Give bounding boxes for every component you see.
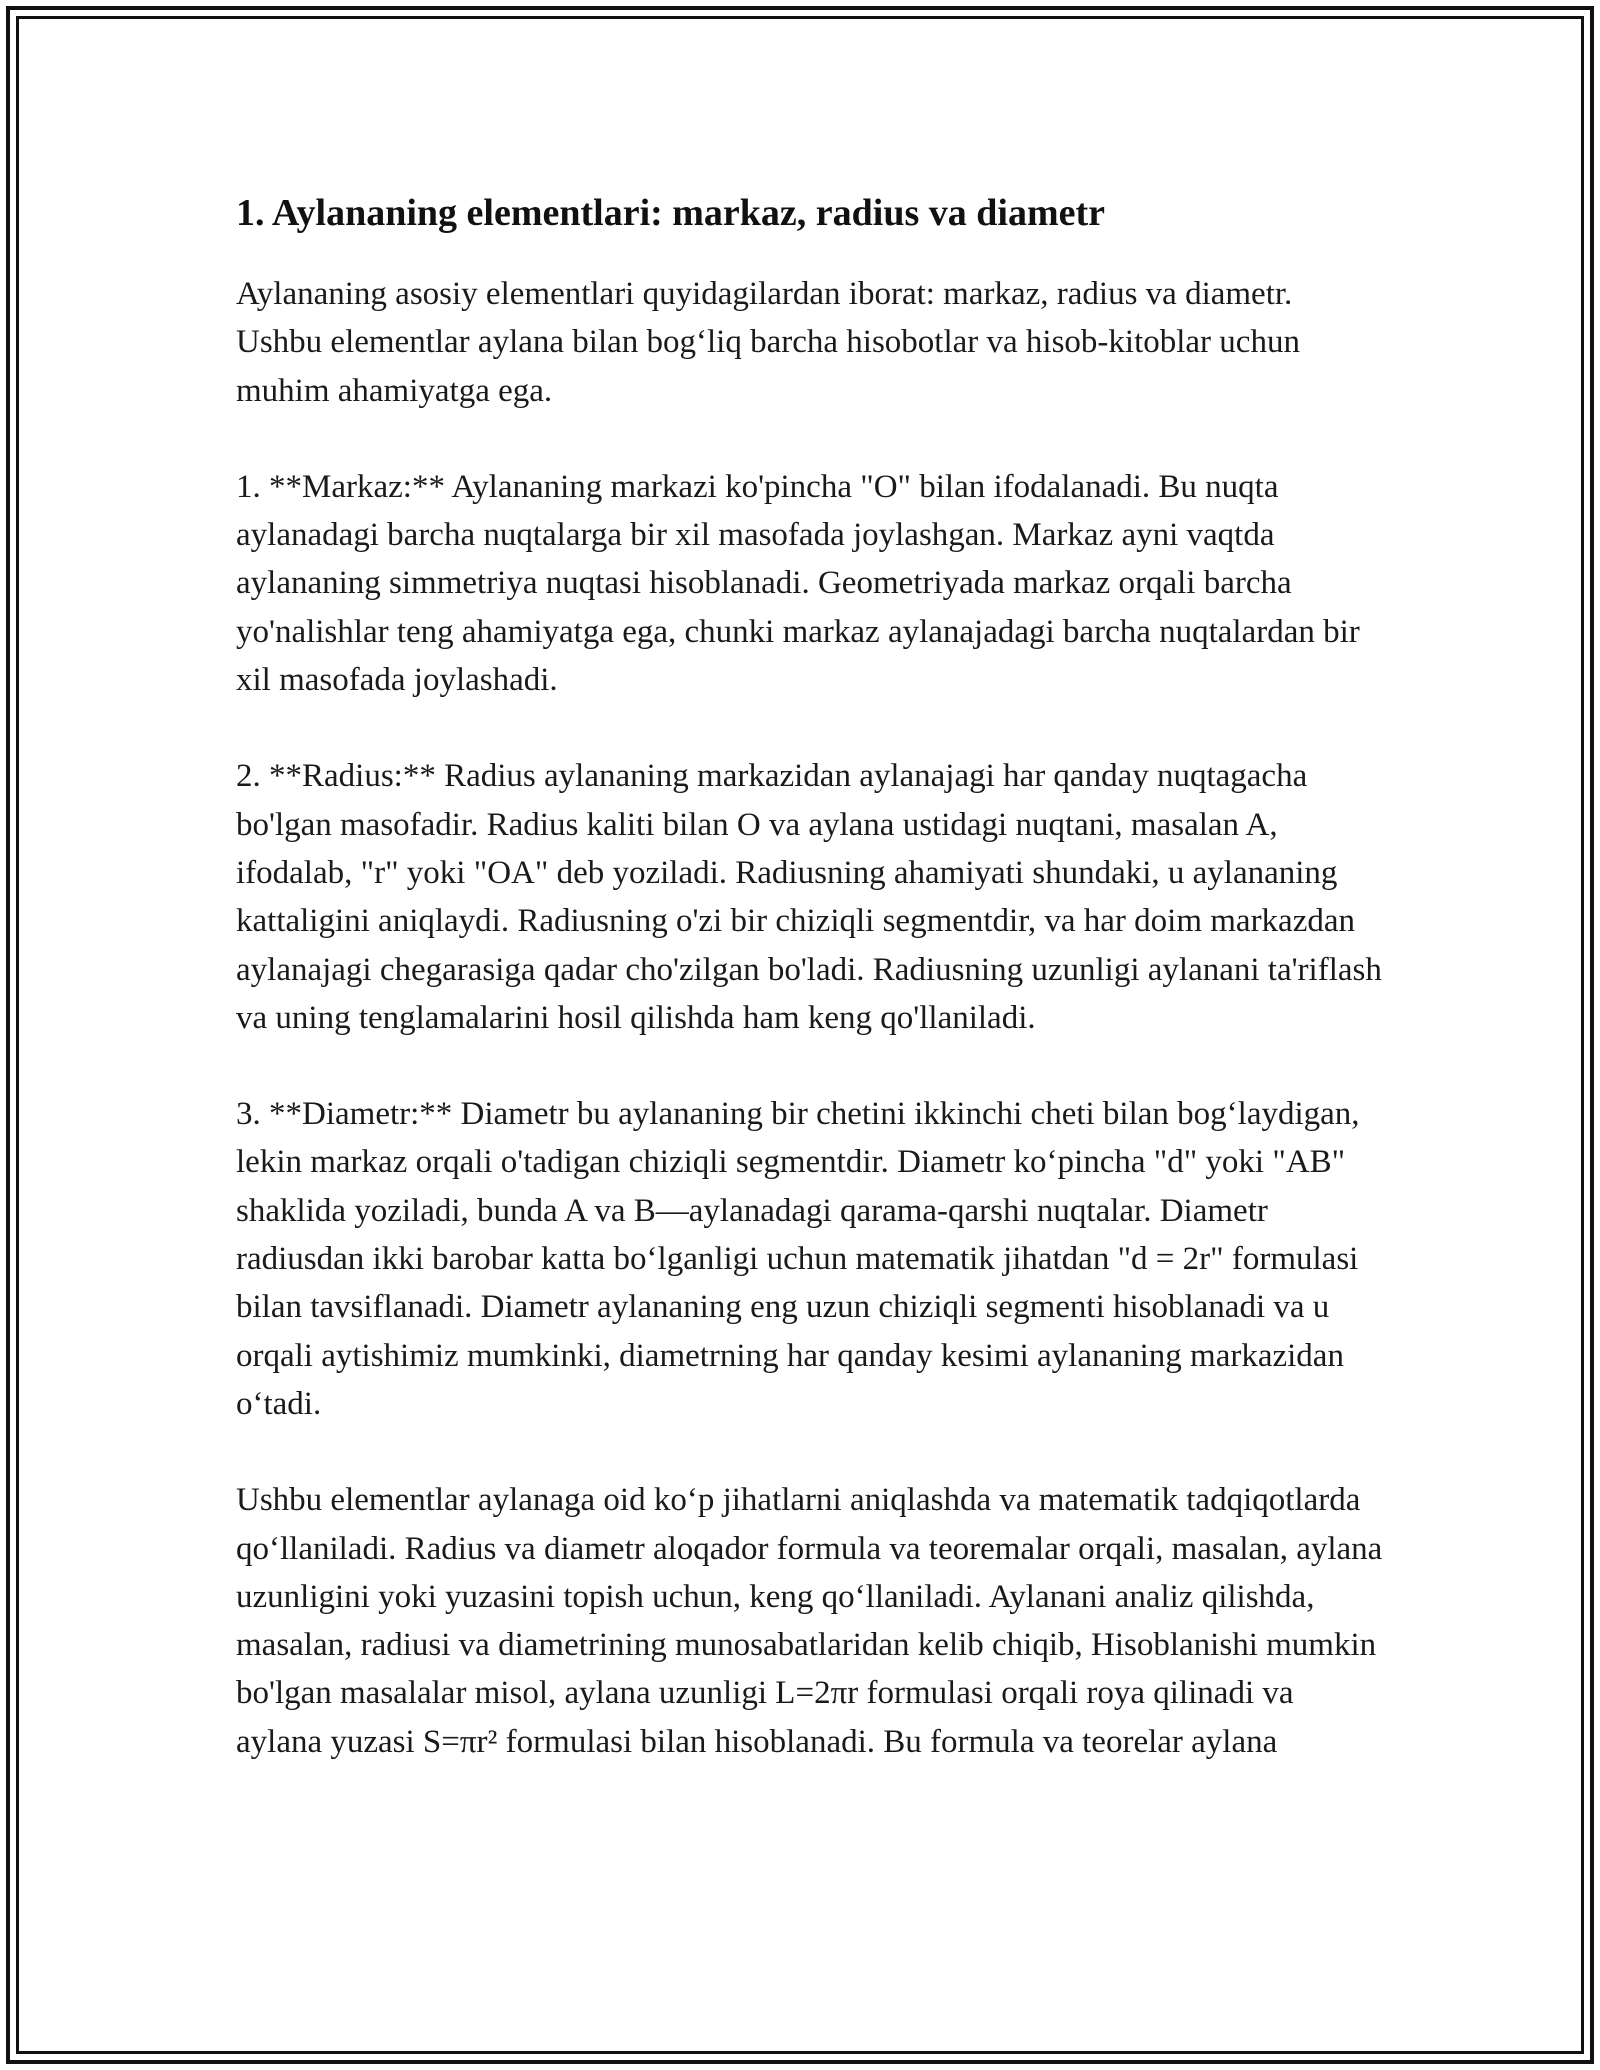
section-heading: 1. Aylananing elementlari: markaz, radius va diametr [236, 192, 1106, 234]
markaz-paragraph: 1. **Markaz:** Aylananing markazi ko'pincha "O" bilan ifodalanadi. Bu nuqta aylanadagi barcha nuqtalarga bir xil masofada joylashgan. Markaz ayni vaqtda aylananing simmetriya nuqtasi hisoblanadi. Geometriyada markaz orqali barcha yo'nalishlar teng ahamiyatga ega, chunki markaz aylanajadagi barcha nuqtalardan bir xil masofada joylashadi. [236, 468, 1360, 699]
document-page [236, 188, 1386, 1766]
conclusion-paragraph: Ushbu elementlar aylanaga oid ko‘p jihatlarni aniqlashda va matematik tadqiqotlarda qo‘llaniladi. Radius va diametr aloqador formula va teoremalar orqali, masalan, aylana uzunligini yoki yuzasini topish uchun, keng qo‘llaniladi. Aylanani analiz qilishda, masalan, radiusi va diametrining munosabatlaridan kelib chiqib, Hisoblanishi mumkin bo'lgan masalalar misol, aylana uzunligi L=2πr formulasi orqali roya qilinadi va aylana yuzasi S=πr² formulasi bilan hisoblanadi. Bu formula va teorelar aylana [236, 1482, 1383, 1760]
intro-paragraph: Aylananing asosiy elementlari quyidagilardan iborat: markaz, radius va diametr. Ushbu elementlar aylana bilan bog‘liq barcha hisobotlar va hisob-kitoblar uchun muhim ahamiyatga ega. [236, 276, 1300, 409]
radius-paragraph: 2. **Radius:** Radius aylananing markazidan aylanajagi har qanday nuqtagacha bo'lgan masofadir. Radius kaliti bilan O va aylana ustidagi nuqtani, masalan A, ifodalab, "r" yoki "OA" deb yoziladi. Radiusning ahamiyati shundaki, u aylananing kattaligini aniqlaydi. Radiusning o'zi bir chiziqli segmentdir, va har doim markazdan aylanajagi chegarasiga qadar cho'zilgan bo'ladi. Radiusning uzunligi aylanani ta'riflash va uning tenglamalarini hosil qilishda ham keng qo'llaniladi. [236, 758, 1382, 1036]
diametr-paragraph: 3. **Diametr:** Diametr bu aylananing bir chetini ikkinchi cheti bilan bog‘laydigan, lekin markaz orqali o'tadigan chiziqli segmentdir. Diametr ko‘pincha "d" yoki "AB" shaklida yoziladi, bunda A va B—aylanadagi qarama-qarshi nuqtalar. Diametr radiusdan ikki barobar katta bo‘lganligi uchun matematik jihatdan "d = 2r" formulasi bilan tavsiflanadi. Diametr aylananing eng uzun chiziqli segmenti hisoblanadi va u orqali aytishimiz mumkinki, diametrning har qanday kesimi aylananing markazidan o‘tadi. [236, 1096, 1360, 1422]
